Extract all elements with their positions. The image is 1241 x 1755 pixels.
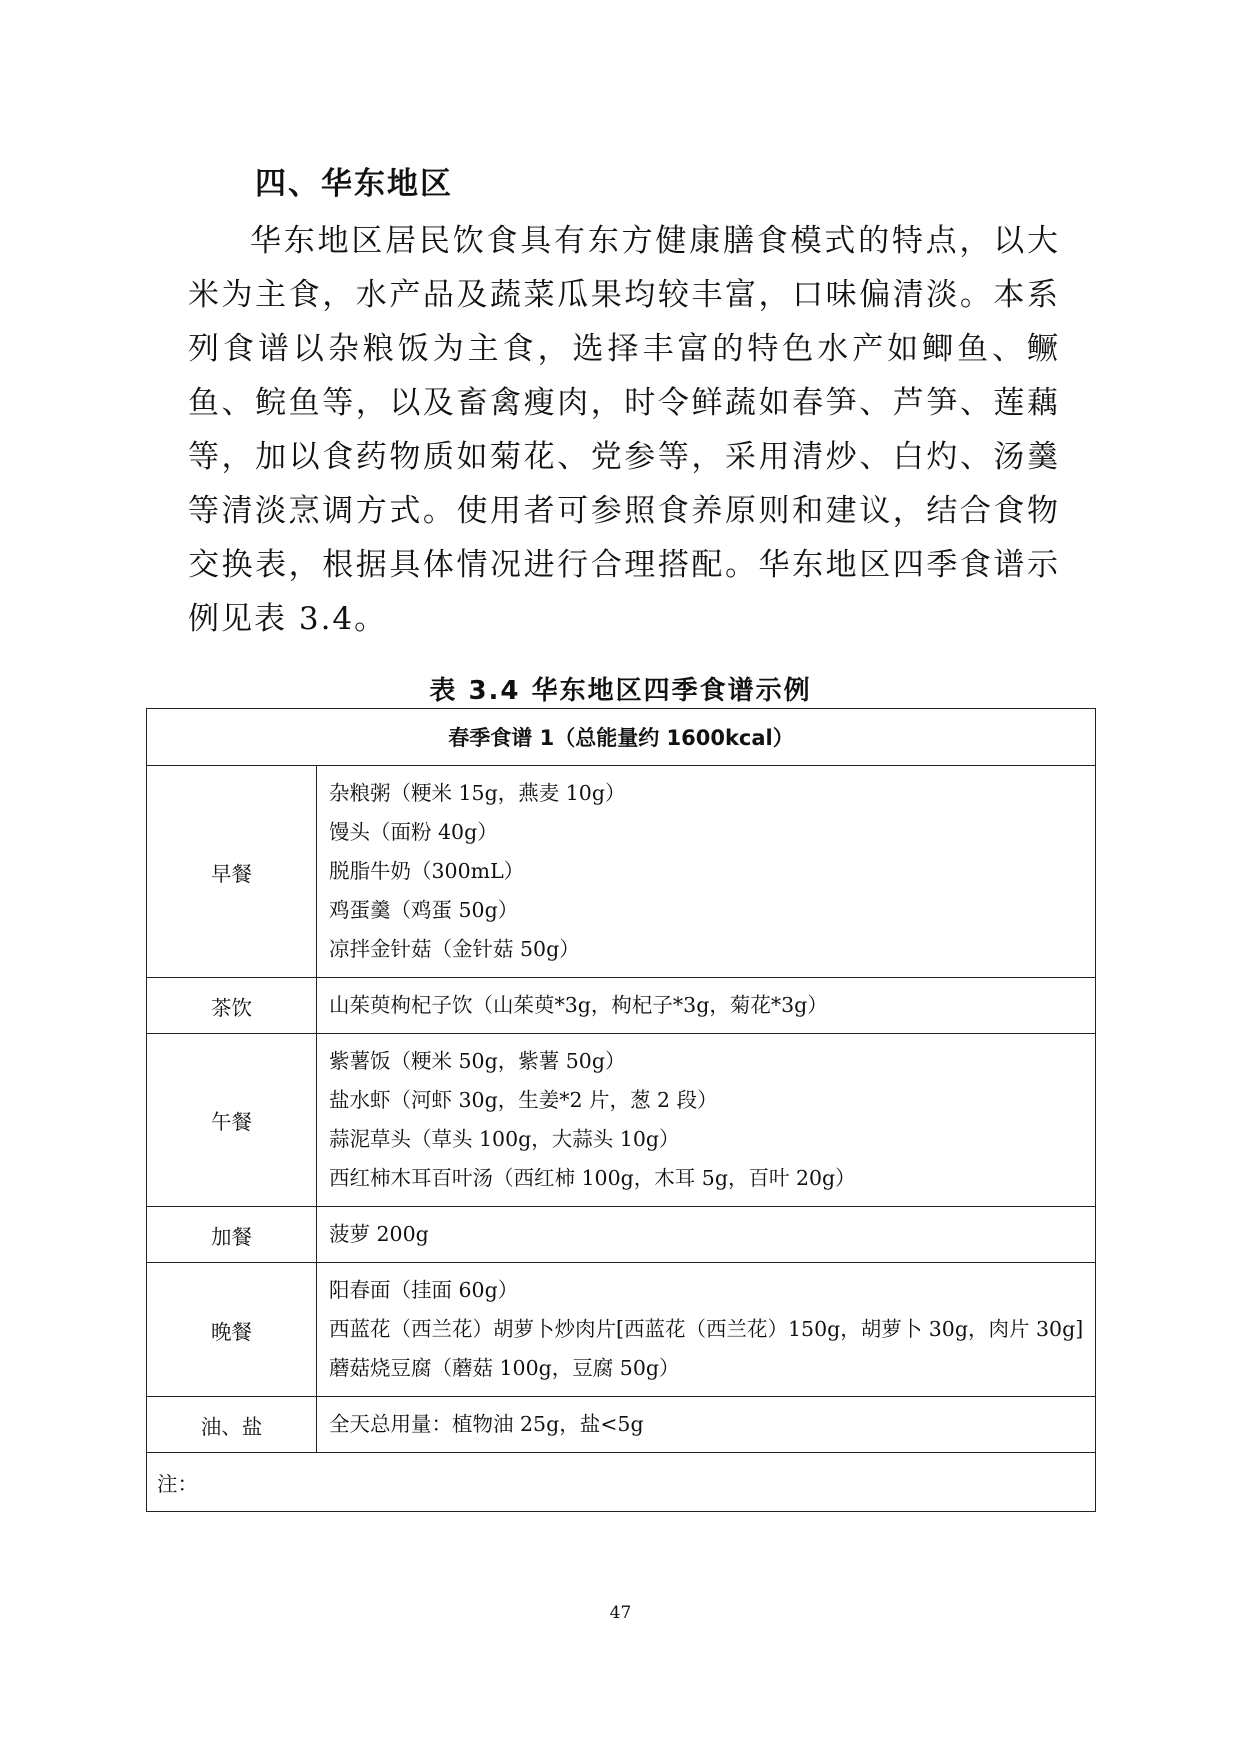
meal-name-lunch: 午餐: [147, 1034, 317, 1207]
page-number: 47: [609, 1603, 632, 1623]
menu-item: 菠萝 200g: [329, 1222, 429, 1246]
menu-item: 凉拌金针菇（金针菇 50g）: [329, 937, 580, 961]
meal-items-breakfast: [317, 766, 1096, 978]
menu-item: 馒头（面粉 40g）: [329, 820, 498, 844]
menu-item: 阳春面（挂面 60g）: [329, 1278, 519, 1302]
table-row: [147, 1263, 1096, 1397]
menu-item: 鸡蛋羹（鸡蛋 50g）: [329, 898, 519, 922]
section-heading: 四、华东地区: [255, 166, 453, 202]
menu-item: 紫薯饭（粳米 50g，紫薯 50g）: [329, 1049, 626, 1073]
table-row: [147, 1034, 1096, 1207]
meal-name-oil-salt: 油、盐: [147, 1397, 317, 1453]
menu-table: [146, 708, 1096, 1512]
menu-item: 全天总用量：植物油 25g，盐<5g: [329, 1412, 644, 1436]
menu-item: 脱脂牛奶（300mL）: [329, 859, 525, 883]
menu-item: 蘑菇烧豆腐（蘑菇 100g，豆腐 50g）: [329, 1356, 680, 1380]
body-paragraph: 华东地区居民饮食具有东方健康膳食模式的特点，以大米为主食，水产品及蔬菜瓜果均较丰富，口味偏清淡。本系列食谱以杂粮饭为主食，选择丰富的特色水产如鲫鱼、鳜鱼、鲩鱼等，以及畜禽瘦肉，时令鲜蔬如春笋、芦笋、莲藕等，加以食药物质如菊花、党参等，采用清炒、白灼、汤羹等清淡烹调方式。使用者可参照食养原则和建议，结合食物交换表，根据具体情况进行合理搭配。华东地区四季食谱示例见表 3.4。: [188, 223, 1060, 637]
menu-item: 杂粮粥（粳米 15g，燕麦 10g）: [329, 781, 626, 805]
meal-items-oil-salt: [317, 1397, 1096, 1453]
meal-name-breakfast: 早餐: [147, 766, 317, 978]
meal-name-snack: 加餐: [147, 1207, 317, 1263]
table-row: [147, 1397, 1096, 1453]
meal-name-tea: 茶饮: [147, 978, 317, 1034]
menu-item: 山茱萸枸杞子饮（山茱萸*3g，枸杞子*3g，菊花*3g）: [329, 993, 828, 1017]
meal-items-lunch: [317, 1034, 1096, 1207]
table-row: [147, 766, 1096, 978]
menu-item: 盐水虾（河虾 30g，生姜*2 片，葱 2 段）: [329, 1088, 718, 1112]
table-title-row: [147, 709, 1096, 766]
table-note-row: [147, 1453, 1096, 1512]
table-caption: 表 3.4 华东地区四季食谱示例: [429, 676, 812, 706]
meal-items-tea: [317, 978, 1096, 1034]
table-row: [147, 978, 1096, 1034]
menu-item: 西蓝花（西兰花）胡萝卜炒肉片[西蓝花（西兰花）150g，胡萝卜 30g，肉片 30g]: [329, 1317, 1084, 1341]
menu-item: 西红柿木耳百叶汤（西红柿 100g，木耳 5g，百叶 20g）: [329, 1166, 856, 1190]
meal-items-snack: [317, 1207, 1096, 1263]
table-note: 注：: [147, 1453, 1096, 1512]
menu-item: 蒜泥草头（草头 100g，大蒜头 10g）: [329, 1127, 680, 1151]
meal-items-dinner: [317, 1263, 1096, 1397]
table-title: 春季食谱 1（总能量约 1600kcal）: [147, 709, 1096, 766]
meal-name-dinner: 晚餐: [147, 1263, 317, 1397]
table-row: [147, 1207, 1096, 1263]
